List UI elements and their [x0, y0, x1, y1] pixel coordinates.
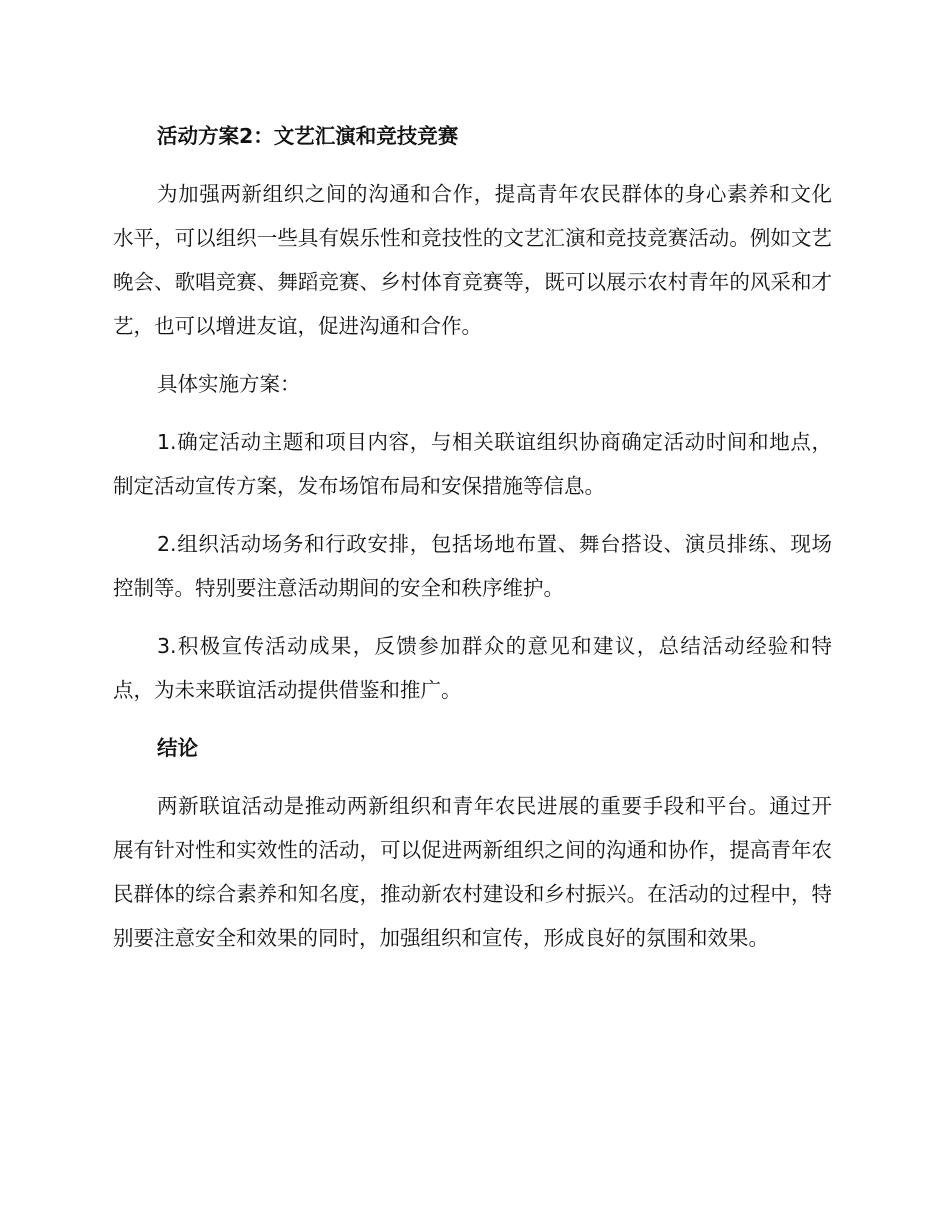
conclusion-title: 结论: [157, 736, 198, 760]
step-item-1: 1.确定活动主题和项目内容，与相关联谊组织协商确定活动时间和地点，制定活动宣传方案，发布场馆布局和安保措施等信息。: [113, 430, 832, 498]
section2-title: 活动方案2：文艺汇演和竞技竞赛: [157, 124, 459, 148]
step-item-3: 3.积极宣传活动成果，反馈参加群众的意见和建议，总结活动经验和特点，为未来联谊活动提供借鉴和推广。: [113, 634, 832, 702]
section2-intro-paragraph: 为加强两新组织之间的沟通和合作，提高青年农民群体的身心素养和文化水平，可以组织一些具有娱乐性和竞技性的文艺汇演和竞技竞赛活动。例如文艺晚会、歌唱竞赛、舞蹈竞赛、乡村体育竞赛等，既可以展示农村青年的风采和才艺，也可以增进友谊，促进沟通和合作。: [113, 182, 832, 338]
conclusion-paragraph: 两新联谊活动是推动两新组织和青年农民进展的重要手段和平台。通过开展有针对性和实效性的活动，可以促进两新组织之间的沟通和协作，提高青年农民群体的综合素养和知名度，推动新农村建设和乡村振兴。在活动的过程中，特别要注意安全和效果的同时，加强组织和宣传，形成良好的氛围和效果。: [113, 794, 832, 950]
step-item-2: 2.组织活动场务和行政安排，包括场地布置、舞台搭设、演员排练、现场控制等。特别要注意活动期间的安全和秩序维护。: [113, 532, 832, 600]
plan-label: 具体实施方案：: [157, 372, 301, 396]
